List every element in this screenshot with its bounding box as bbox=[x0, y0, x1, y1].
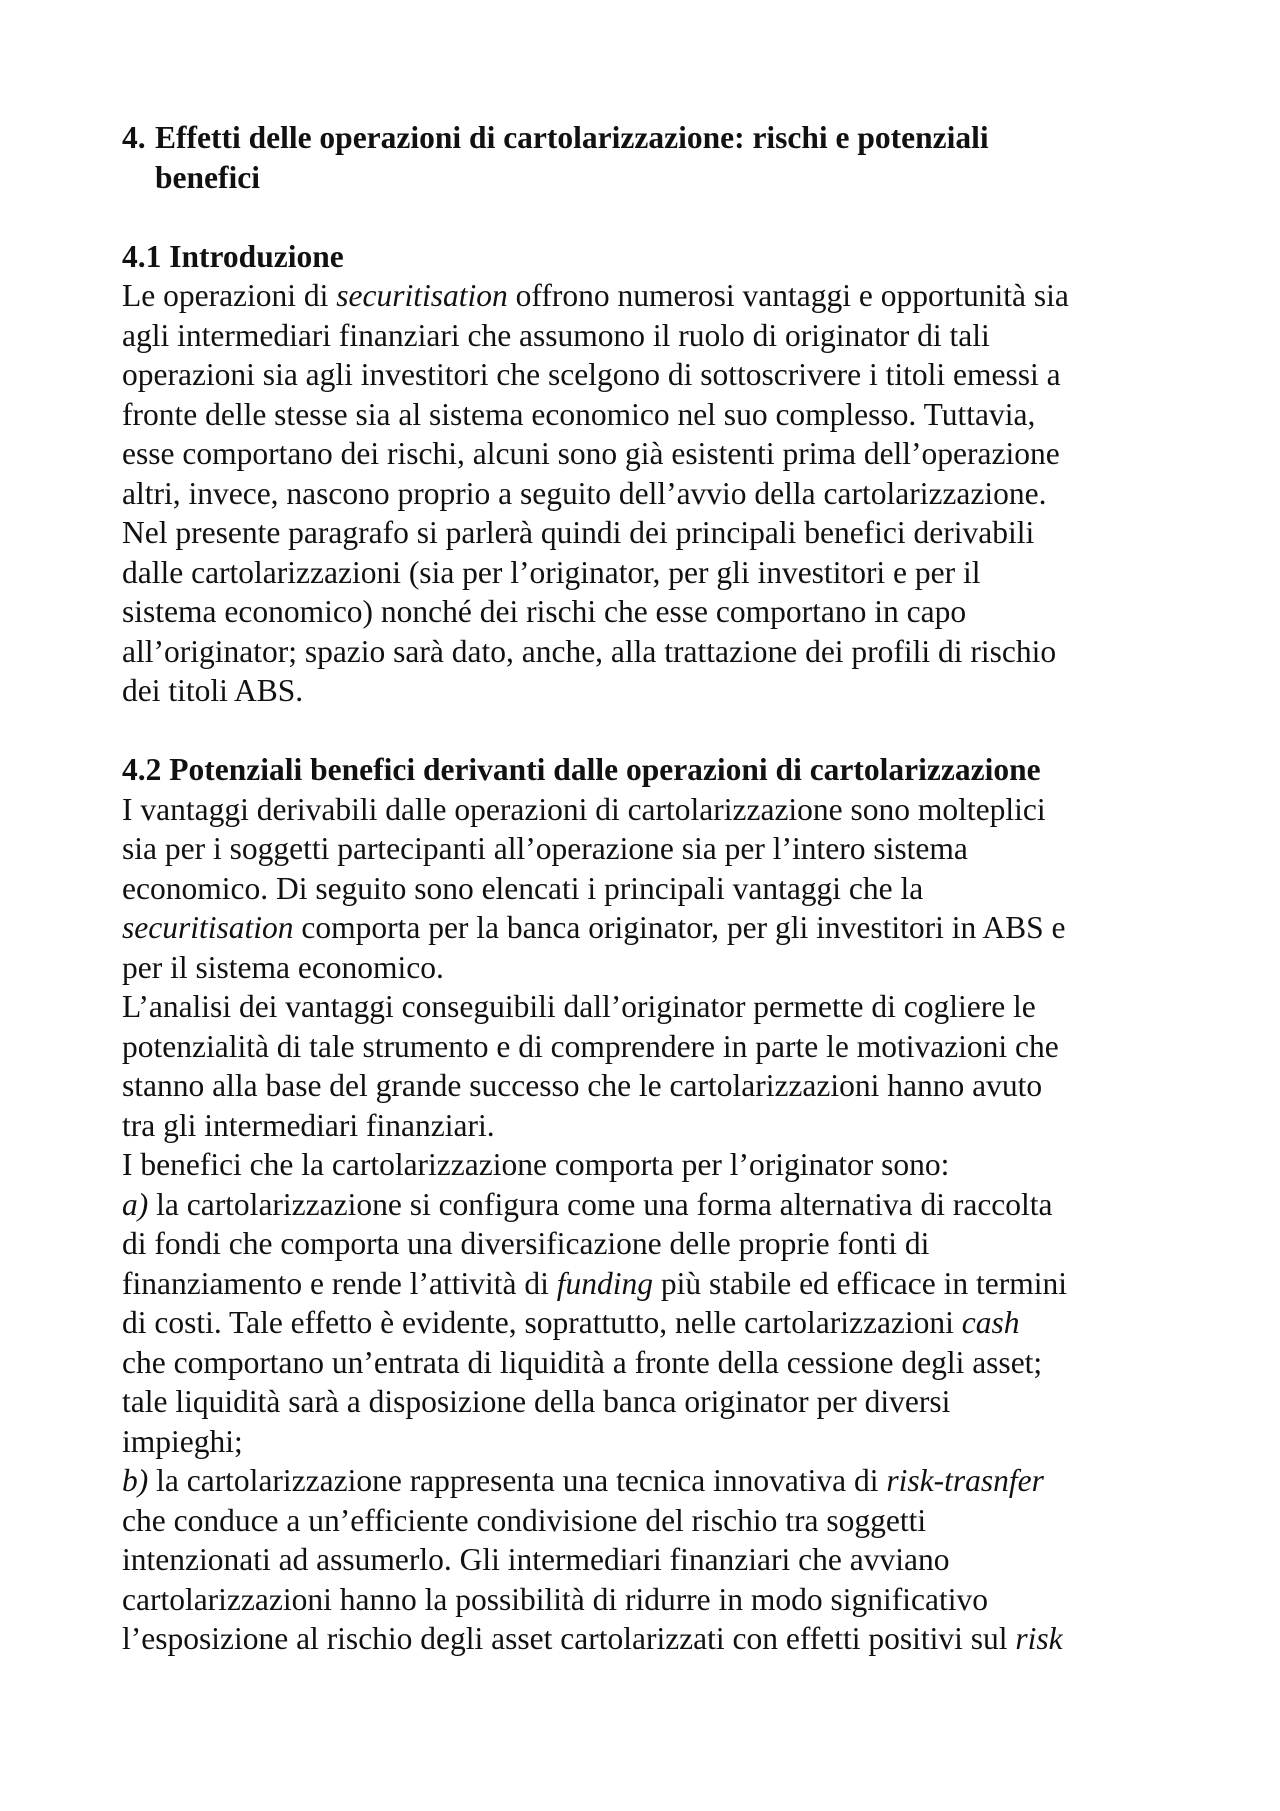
text-line bbox=[122, 1106, 1178, 1146]
text-line bbox=[122, 1027, 1178, 1067]
text-segment: che comportano un’entrata di liquidità a fronte della cessione degli asset; bbox=[122, 1344, 1043, 1380]
text-line bbox=[122, 1224, 1178, 1264]
text-segment: che conduce a un’efficiente condivisione del rischio tra soggetti bbox=[122, 1502, 927, 1538]
text-line bbox=[122, 1619, 1178, 1659]
italic-term: cash bbox=[961, 1305, 1020, 1340]
chapter-title-line-2: benefici bbox=[155, 159, 260, 195]
text-segment: fronte delle stesse sia al sistema economico nel suo complesso. Tuttavia, bbox=[122, 396, 1036, 432]
text-segment: sistema economico) nonché dei rischi che esse comportano in capo bbox=[122, 594, 967, 629]
text-line bbox=[122, 1185, 1178, 1225]
text-line bbox=[122, 1264, 1178, 1304]
document-page bbox=[122, 118, 1178, 1659]
text-segment: tra gli intermediari finanziari. bbox=[122, 1107, 495, 1143]
text-segment: potenzialità di tale strumento e di comprendere in parte le motivazioni che bbox=[122, 1028, 1059, 1064]
text-segment: per il sistema economico. bbox=[122, 949, 444, 985]
text-segment: L’analisi dei vantaggi conseguibili dall’originator permette di cogliere le bbox=[122, 989, 1036, 1024]
section-4-2-body bbox=[122, 790, 1178, 1659]
text-segment: Le operazioni di bbox=[122, 278, 337, 313]
text-segment: all’originator; spazio sarà dato, anche, alla trattazione dei profili di rischio bbox=[122, 633, 1057, 669]
text-line bbox=[122, 1540, 1178, 1580]
italic-term: securitisation bbox=[122, 910, 294, 945]
text-segment: economico. Di seguito sono elencati i principali vantaggi che la bbox=[122, 870, 924, 906]
text-segment: intenzionati ad assumerlo. Gli intermediari finanziari che avviano bbox=[122, 1542, 950, 1577]
text-segment: l’esposizione al rischio degli asset cartolarizzati con effetti positivi sul bbox=[122, 1621, 1016, 1656]
text-segment: stanno alla base del grande successo che le cartolarizzazioni hanno avuto bbox=[122, 1068, 1043, 1103]
text-segment: altri, invece, nascono proprio a seguito dell’avvio della cartolarizzazione. bbox=[122, 475, 1047, 511]
chapter-title bbox=[122, 118, 1178, 158]
text-segment: I benefici che la cartolarizzazione comporta per l’originator sono: bbox=[122, 1147, 950, 1182]
italic-term: funding bbox=[556, 1265, 653, 1301]
text-segment: I vantaggi derivabili dalle operazioni di cartolarizzazione sono molteplici bbox=[122, 791, 1046, 827]
text-line bbox=[122, 1422, 1178, 1462]
text-segment: di costi. Tale effetto è evidente, soprattutto, nelle cartolarizzazioni bbox=[122, 1305, 962, 1340]
text-segment: la cartolarizzazione rappresenta una tecnica innovativa di bbox=[148, 1463, 887, 1498]
section-heading-4-1: 4.1 Introduzione bbox=[122, 238, 344, 274]
text-line bbox=[122, 987, 1178, 1027]
text-segment: più stabile ed efficace in termini bbox=[652, 1265, 1067, 1301]
text-line bbox=[122, 592, 1178, 632]
text-segment: sia per i soggetti partecipanti all’operazione sia per l’intero sistema bbox=[122, 831, 968, 866]
text-line bbox=[122, 1382, 1178, 1422]
italic-term: b) bbox=[122, 1463, 149, 1498]
text-line bbox=[122, 948, 1178, 988]
text-segment: offrono numerosi vantaggi e opportunità sia bbox=[507, 278, 1069, 313]
text-line bbox=[122, 632, 1178, 672]
text-line bbox=[122, 1343, 1178, 1383]
text-segment: comporta per la banca originator, per gli investitori in ABS e bbox=[293, 910, 1066, 945]
text-line bbox=[122, 1580, 1178, 1620]
text-line bbox=[122, 829, 1178, 869]
text-segment: tale liquidità sarà a disposizione della banca originator per diversi bbox=[122, 1384, 951, 1419]
text-segment: la cartolarizzazione si configura come una forma alternativa di raccolta bbox=[148, 1186, 1053, 1222]
italic-term: risk-trasnfer bbox=[886, 1463, 1044, 1498]
italic-term: risk bbox=[1015, 1621, 1063, 1656]
text-line bbox=[122, 1066, 1178, 1106]
italic-term: securitisation bbox=[336, 278, 508, 313]
spacer bbox=[122, 197, 1178, 237]
chapter-number: 4. bbox=[122, 120, 146, 155]
spacer bbox=[122, 711, 1178, 751]
text-line bbox=[122, 671, 1178, 711]
text-segment: agli intermediari finanziari che assumono il ruolo di originator di tali bbox=[122, 317, 990, 353]
text-line bbox=[122, 1501, 1178, 1541]
text-segment: cartolarizzazioni hanno la possibilità di ridurre in modo significativo bbox=[122, 1581, 989, 1617]
text-line bbox=[122, 908, 1178, 948]
text-segment: Nel presente paragrafo si parlerà quindi dei principali benefici derivabili bbox=[122, 515, 1035, 550]
text-line bbox=[122, 474, 1178, 514]
text-line bbox=[122, 395, 1178, 435]
text-line bbox=[122, 553, 1178, 593]
text-line bbox=[122, 1461, 1178, 1501]
section-heading-4-2: 4.2 Potenziali benefici derivanti dalle operazioni di cartolarizzazione bbox=[122, 752, 1041, 787]
text-segment: impieghi; bbox=[122, 1423, 243, 1459]
text-line bbox=[122, 434, 1178, 474]
text-line bbox=[122, 869, 1178, 909]
text-line bbox=[122, 790, 1178, 830]
text-line bbox=[122, 1145, 1178, 1185]
italic-term: a) bbox=[122, 1186, 149, 1222]
text-segment: operazioni sia agli investitori che scelgono di sottoscrivere i titoli emessi a bbox=[122, 357, 1061, 392]
section-4-1-body bbox=[122, 276, 1178, 711]
text-line bbox=[122, 1303, 1178, 1343]
text-segment: esse comportano dei rischi, alcuni sono già esistenti prima dell’operazione bbox=[122, 436, 1060, 471]
text-line bbox=[122, 513, 1178, 553]
text-segment: finanziamento e rende l’attività di bbox=[122, 1265, 557, 1301]
text-segment: dalle cartolarizzazioni (sia per l’originator, per gli investitori e per il bbox=[122, 554, 981, 590]
text-segment: dei titoli ABS. bbox=[122, 673, 304, 708]
text-line bbox=[122, 355, 1178, 395]
text-line bbox=[122, 276, 1178, 316]
text-segment: di fondi che comporta una diversificazione delle proprie fonti di bbox=[122, 1226, 930, 1261]
chapter-title-line-1: Effetti delle operazioni di cartolarizzazione: rischi e potenziali bbox=[155, 120, 989, 155]
text-line bbox=[122, 316, 1178, 356]
